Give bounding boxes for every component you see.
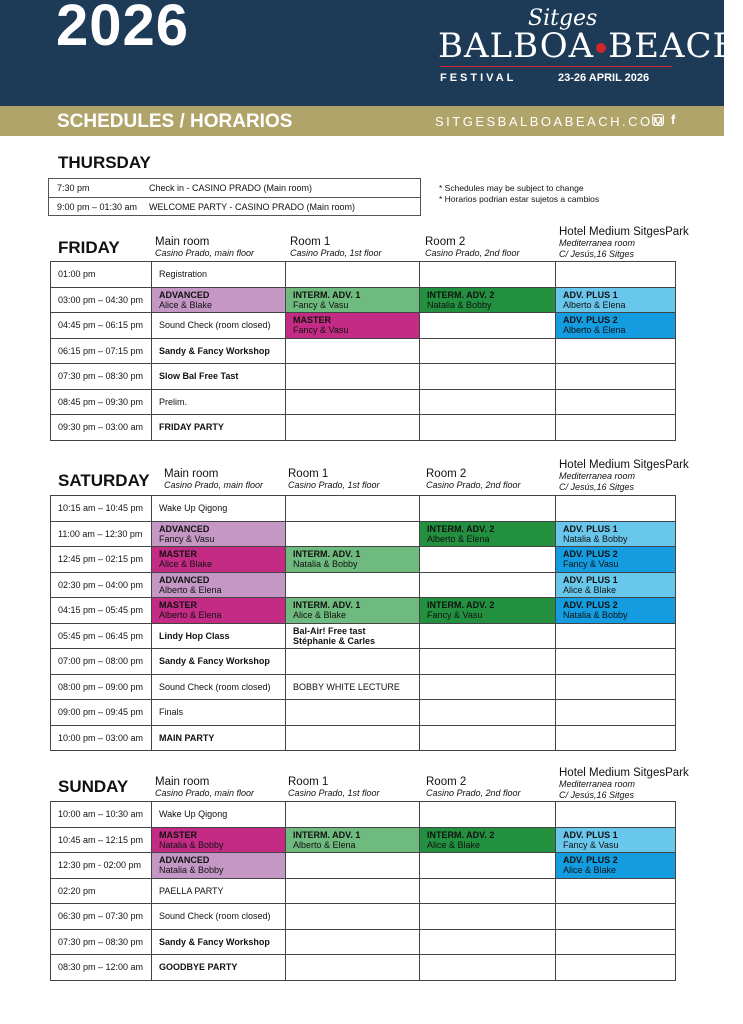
class-level: INTERM. ADV. 1 xyxy=(293,829,361,840)
class-cell xyxy=(152,547,286,573)
class-cell xyxy=(420,598,556,624)
festival-dates: 23-26 APRIL 2026 xyxy=(558,72,650,84)
event-label: Sandy & Fancy Workshop xyxy=(159,936,270,947)
class-cell xyxy=(152,521,286,547)
table-row xyxy=(51,700,676,726)
class-level: ADV. PLUS 1 xyxy=(563,829,618,840)
table-row xyxy=(51,313,676,339)
facebook-icon[interactable]: f xyxy=(671,112,676,127)
event-label: Registration xyxy=(159,269,208,280)
col-head-room-1: Room 1 Casino Prado, 1st floor xyxy=(288,776,380,798)
table-row xyxy=(51,364,676,390)
table-row xyxy=(51,287,676,313)
event-cell xyxy=(152,878,286,904)
event-cell xyxy=(152,262,286,288)
event-label: FRIDAY PARTY xyxy=(159,422,224,433)
class-cell xyxy=(420,827,556,853)
class-level: ADVANCED xyxy=(159,523,210,534)
empty-cell xyxy=(556,878,676,904)
teachers: Fancy & Vasu xyxy=(293,325,349,335)
schedule-notes xyxy=(439,183,599,205)
instagram-icon[interactable] xyxy=(652,114,664,126)
class-cell xyxy=(556,827,676,853)
empty-cell xyxy=(286,725,420,751)
col-head-hotel: Hotel Medium SitgesPark Mediterranea room C/ Jesús,16 Sitges xyxy=(559,226,689,259)
empty-cell xyxy=(286,929,420,955)
class-level: INTERM. ADV. 2 xyxy=(427,600,495,610)
teachers: Alberto & Elena xyxy=(427,533,490,544)
teachers: Natalia & Bobby xyxy=(293,559,358,569)
class-cell xyxy=(286,598,420,624)
empty-cell xyxy=(556,364,676,390)
table-row xyxy=(51,415,676,441)
event-cell xyxy=(152,338,286,364)
class-cell xyxy=(152,287,286,313)
event-label: PAELLA PARTY xyxy=(159,885,224,896)
empty-cell xyxy=(556,389,676,415)
class-level: ADVANCED xyxy=(159,289,210,300)
empty-cell xyxy=(420,904,556,930)
event-cell xyxy=(286,623,420,649)
class-level: MASTER xyxy=(293,315,331,325)
empty-cell xyxy=(556,929,676,955)
event-cell xyxy=(152,364,286,390)
event-label: Slow Bal Free Tast xyxy=(159,371,239,382)
col-head-room-2: Room 2 Casino Prado, 2nd floor xyxy=(426,776,521,798)
time-cell: 02:20 pm xyxy=(51,878,152,904)
friday-title: FRIDAY xyxy=(58,238,120,257)
class-level: ADVANCED xyxy=(159,574,210,585)
empty-cell xyxy=(286,572,420,598)
table-row xyxy=(51,623,676,649)
empty-cell xyxy=(286,415,420,441)
col-head-room-2: Room 2 Casino Prado, 2nd floor xyxy=(426,468,521,490)
festival-logo xyxy=(438,26,743,66)
time-cell: 02:30 pm – 04:00 pm xyxy=(51,572,152,598)
table-row xyxy=(51,674,676,700)
empty-cell xyxy=(420,725,556,751)
time-cell: 09:30 pm – 03:00 am xyxy=(51,415,152,441)
class-level: ADV. PLUS 2 xyxy=(563,600,618,610)
sunday-table xyxy=(50,801,676,981)
empty-cell xyxy=(286,700,420,726)
empty-cell xyxy=(420,547,556,573)
empty-cell xyxy=(286,649,420,675)
note-es: * Horarios podrian estar sujetos a cambios xyxy=(439,194,600,204)
empty-cell xyxy=(420,313,556,339)
class-level: INTERM. ADV. 1 xyxy=(293,600,361,610)
empty-cell xyxy=(556,955,676,981)
table-row xyxy=(51,572,676,598)
empty-cell xyxy=(286,338,420,364)
time-cell: 08:30 pm – 12:00 am xyxy=(51,955,152,981)
teachers: Alice & Blake xyxy=(563,865,617,875)
teachers: Natalia & Bobby xyxy=(563,610,628,620)
empty-cell xyxy=(420,853,556,879)
class-cell xyxy=(556,287,676,313)
event-cell: WELCOME PARTY - CASINO PRADO (Main room) xyxy=(149,201,356,212)
class-level: INTERM. ADV. 2 xyxy=(427,523,495,534)
event-label: BOBBY WHITE LECTURE xyxy=(293,681,400,692)
event-label: MAIN PARTY xyxy=(159,732,215,743)
saturday-table xyxy=(50,495,676,751)
time-cell: 10:00 pm – 03:00 am xyxy=(51,725,152,751)
empty-cell xyxy=(420,496,556,522)
empty-cell xyxy=(286,904,420,930)
header-banner xyxy=(0,0,743,106)
teachers: Alberto & Elena xyxy=(563,325,626,335)
event-cell xyxy=(152,725,286,751)
empty-cell xyxy=(556,623,676,649)
event-cell xyxy=(152,415,286,441)
col-head-main-room: Main room Casino Prado, main floor xyxy=(164,468,264,490)
teachers: Alice & Blake xyxy=(159,559,213,569)
event-cell xyxy=(152,700,286,726)
time-cell: 11:00 am – 12:30 pm xyxy=(51,521,152,547)
event-cell xyxy=(286,674,420,700)
table-row xyxy=(51,802,676,828)
event-cell xyxy=(152,313,286,339)
teachers: Alice & Blake xyxy=(293,610,347,620)
table-row xyxy=(51,878,676,904)
logo-word-balboa: BALBOA xyxy=(438,26,595,66)
teachers: Fancy & Vasu xyxy=(293,299,349,310)
time-cell: 05:45 pm – 06:45 pm xyxy=(51,623,152,649)
table-row xyxy=(51,725,676,751)
event-label: Sandy & Fancy Workshop xyxy=(159,656,270,667)
schedules-band xyxy=(0,106,724,136)
table-row xyxy=(51,827,676,853)
class-cell xyxy=(286,313,420,339)
class-cell xyxy=(556,572,676,598)
table-row xyxy=(51,853,676,879)
empty-cell xyxy=(420,674,556,700)
time-cell: 03:00 pm – 04:30 pm xyxy=(51,287,152,313)
class-cell xyxy=(420,287,556,313)
table-row xyxy=(49,179,420,197)
time-cell: 08:00 pm – 09:00 pm xyxy=(51,674,152,700)
time-cell: 04:45 pm – 06:15 pm xyxy=(51,313,152,339)
event-cell xyxy=(152,496,286,522)
thursday-table xyxy=(48,178,421,216)
event-cell xyxy=(152,802,286,828)
class-cell xyxy=(556,853,676,879)
teachers: Fancy & Vasu xyxy=(159,533,215,544)
table-row xyxy=(51,547,676,573)
empty-cell xyxy=(286,389,420,415)
event-cell xyxy=(152,955,286,981)
empty-cell xyxy=(420,802,556,828)
teachers: Alice & Blake xyxy=(159,299,213,310)
event-label: Prelim. xyxy=(159,396,188,407)
class-cell xyxy=(286,287,420,313)
empty-cell xyxy=(556,262,676,288)
empty-cell xyxy=(420,338,556,364)
teachers: Alberto & Elena xyxy=(159,584,222,595)
teachers: Alice & Blake xyxy=(563,584,617,595)
time-cell: 01:00 pm xyxy=(51,262,152,288)
empty-cell xyxy=(420,262,556,288)
event-label: Sound Check (room closed) xyxy=(159,320,271,331)
time-cell: 07:30 pm – 08:30 pm xyxy=(51,929,152,955)
event-cell xyxy=(152,904,286,930)
teachers: Fancy & Vasu xyxy=(563,839,619,850)
time-cell: 9:00 pm – 01:30 am xyxy=(57,201,138,212)
empty-cell xyxy=(556,415,676,441)
table-row xyxy=(51,955,676,981)
empty-cell xyxy=(286,802,420,828)
event-label: Sound Check (room closed) xyxy=(159,911,271,922)
teachers: Natalia & Bobby xyxy=(159,865,224,875)
table-row xyxy=(51,598,676,624)
col-head-main-room: Main room Casino Prado, main floor xyxy=(155,776,255,798)
thursday-title: THURSDAY xyxy=(58,153,151,172)
empty-cell xyxy=(286,878,420,904)
class-level: ADV. PLUS 1 xyxy=(563,523,618,534)
class-cell xyxy=(152,572,286,598)
empty-cell xyxy=(556,674,676,700)
event-cell xyxy=(152,674,286,700)
event-label: Lindy Hop Class xyxy=(159,630,230,641)
event-label: Finals xyxy=(159,707,184,718)
class-level: MASTER xyxy=(159,829,197,840)
event-label: GOODBYE PARTY xyxy=(159,962,238,973)
col-head-hotel: Hotel Medium SitgesPark Mediterranea room C/ Jesús,16 Sitges xyxy=(559,459,689,492)
empty-cell xyxy=(286,853,420,879)
teachers: Alice & Blake xyxy=(427,839,481,850)
class-level: ADV. PLUS 1 xyxy=(563,289,618,300)
event-cell: Check in - CASINO PRADO (Main room) xyxy=(149,183,313,193)
empty-cell xyxy=(556,649,676,675)
teachers: Alberto & Elena xyxy=(293,839,356,850)
col-head-room-1: Room 1 Casino Prado, 1st floor xyxy=(288,468,380,490)
event-cell xyxy=(152,929,286,955)
class-level: ADV. PLUS 1 xyxy=(563,574,618,585)
time-cell: 7:30 pm xyxy=(57,183,90,193)
class-level: INTERM. ADV. 2 xyxy=(427,289,495,300)
time-cell: 07:30 pm – 08:30 pm xyxy=(51,364,152,390)
empty-cell xyxy=(420,572,556,598)
class-cell xyxy=(152,598,286,624)
empty-cell xyxy=(420,878,556,904)
class-level: Bal-Air! Free tast xyxy=(293,625,366,636)
empty-cell xyxy=(286,521,420,547)
empty-cell xyxy=(420,364,556,390)
class-level: INTERM. ADV. 2 xyxy=(427,829,495,840)
teachers: Fancy & Vasu xyxy=(427,610,483,620)
table-row xyxy=(51,649,676,675)
logo-dot-icon xyxy=(596,43,606,53)
time-cell: 10:45 am – 12:15 pm xyxy=(51,827,152,853)
event-cell xyxy=(152,389,286,415)
empty-cell xyxy=(556,496,676,522)
empty-cell xyxy=(556,700,676,726)
time-cell: 07:00 pm – 08:00 pm xyxy=(51,649,152,675)
teachers: Stéphanie & Carles xyxy=(293,635,376,646)
class-level: ADV. PLUS 2 xyxy=(563,855,618,865)
event-cell xyxy=(152,623,286,649)
class-level: ADV. PLUS 2 xyxy=(563,549,618,559)
time-cell: 10:15 am – 10:45 pm xyxy=(51,496,152,522)
empty-cell xyxy=(286,262,420,288)
empty-cell xyxy=(420,389,556,415)
empty-cell xyxy=(420,700,556,726)
teachers: Fancy & Vasu xyxy=(563,559,619,569)
empty-cell xyxy=(556,338,676,364)
event-label: Sound Check (room closed) xyxy=(159,681,271,692)
col-head-main-room: Main room Casino Prado, main floor xyxy=(155,236,255,258)
class-level: MASTER xyxy=(159,600,197,610)
empty-cell xyxy=(286,955,420,981)
class-level: ADV. PLUS 2 xyxy=(563,315,618,325)
class-level: MASTER xyxy=(159,549,197,559)
saturday-title: SATURDAY xyxy=(58,471,150,490)
note-en: * Schedules may be subject to change xyxy=(439,183,584,193)
empty-cell xyxy=(420,623,556,649)
teachers: Natalia & Bobby xyxy=(159,839,224,850)
col-head-hotel: Hotel Medium SitgesPark Mediterranea room C/ Jesús,16 Sitges xyxy=(559,767,689,800)
event-label: Sandy & Fancy Workshop xyxy=(159,345,270,356)
class-cell xyxy=(556,598,676,624)
class-cell xyxy=(556,547,676,573)
year-title: 2026 xyxy=(56,0,190,58)
col-head-room-2: Room 2 Casino Prado, 2nd floor xyxy=(425,236,520,258)
class-cell xyxy=(556,313,676,339)
col-head-room-1: Room 1 Casino Prado, 1st floor xyxy=(290,236,382,258)
time-cell: 12:30 pm - 02:00 pm xyxy=(51,853,152,879)
logo-word-beach: BEACH xyxy=(608,26,743,66)
table-row xyxy=(51,496,676,522)
logo-festival-word: FESTIVAL xyxy=(440,72,517,84)
class-level: INTERM. ADV. 1 xyxy=(293,289,361,300)
time-cell: 09:00 pm – 09:45 pm xyxy=(51,700,152,726)
time-cell: 10:00 am – 10:30 am xyxy=(51,802,152,828)
time-cell: 06:30 pm – 07:30 pm xyxy=(51,904,152,930)
logo-sitges: Sitges xyxy=(528,6,598,31)
class-level: ADVANCED xyxy=(159,855,210,865)
table-row xyxy=(51,262,676,288)
class-cell xyxy=(152,853,286,879)
class-level: INTERM. ADV. 1 xyxy=(293,549,361,559)
sunday-title: SUNDAY xyxy=(58,777,129,796)
time-cell: 06:15 pm – 07:15 pm xyxy=(51,338,152,364)
empty-cell xyxy=(420,929,556,955)
empty-cell xyxy=(556,802,676,828)
teachers: Natalia & Bobby xyxy=(427,299,492,310)
empty-cell xyxy=(420,415,556,441)
class-cell xyxy=(556,521,676,547)
table-row xyxy=(49,197,420,215)
empty-cell xyxy=(286,364,420,390)
teachers: Alberto & Elena xyxy=(159,610,222,620)
time-cell: 04:15 pm – 05:45 pm xyxy=(51,598,152,624)
teachers: Natalia & Bobby xyxy=(563,533,628,544)
event-cell xyxy=(152,649,286,675)
table-row xyxy=(51,521,676,547)
empty-cell xyxy=(420,955,556,981)
table-row xyxy=(51,389,676,415)
class-cell xyxy=(420,521,556,547)
empty-cell xyxy=(286,496,420,522)
friday-table xyxy=(50,261,676,441)
class-cell xyxy=(286,827,420,853)
table-row xyxy=(51,929,676,955)
website-link[interactable]: SITGESBALBOABEACH.COM xyxy=(435,114,666,129)
time-cell: 12:45 pm – 02:15 pm xyxy=(51,547,152,573)
event-label: Wake Up Qigong xyxy=(159,503,228,514)
empty-cell xyxy=(556,904,676,930)
table-row xyxy=(51,904,676,930)
class-cell xyxy=(286,547,420,573)
class-cell xyxy=(152,827,286,853)
event-label: Wake Up Qigong xyxy=(159,809,228,820)
empty-cell xyxy=(420,649,556,675)
table-row xyxy=(51,338,676,364)
empty-cell xyxy=(556,725,676,751)
logo-divider xyxy=(440,66,672,67)
teachers: Alberto & Elena xyxy=(563,299,626,310)
time-cell: 08:45 pm – 09:30 pm xyxy=(51,389,152,415)
schedules-title: SCHEDULES / HORARIOS xyxy=(57,111,293,132)
